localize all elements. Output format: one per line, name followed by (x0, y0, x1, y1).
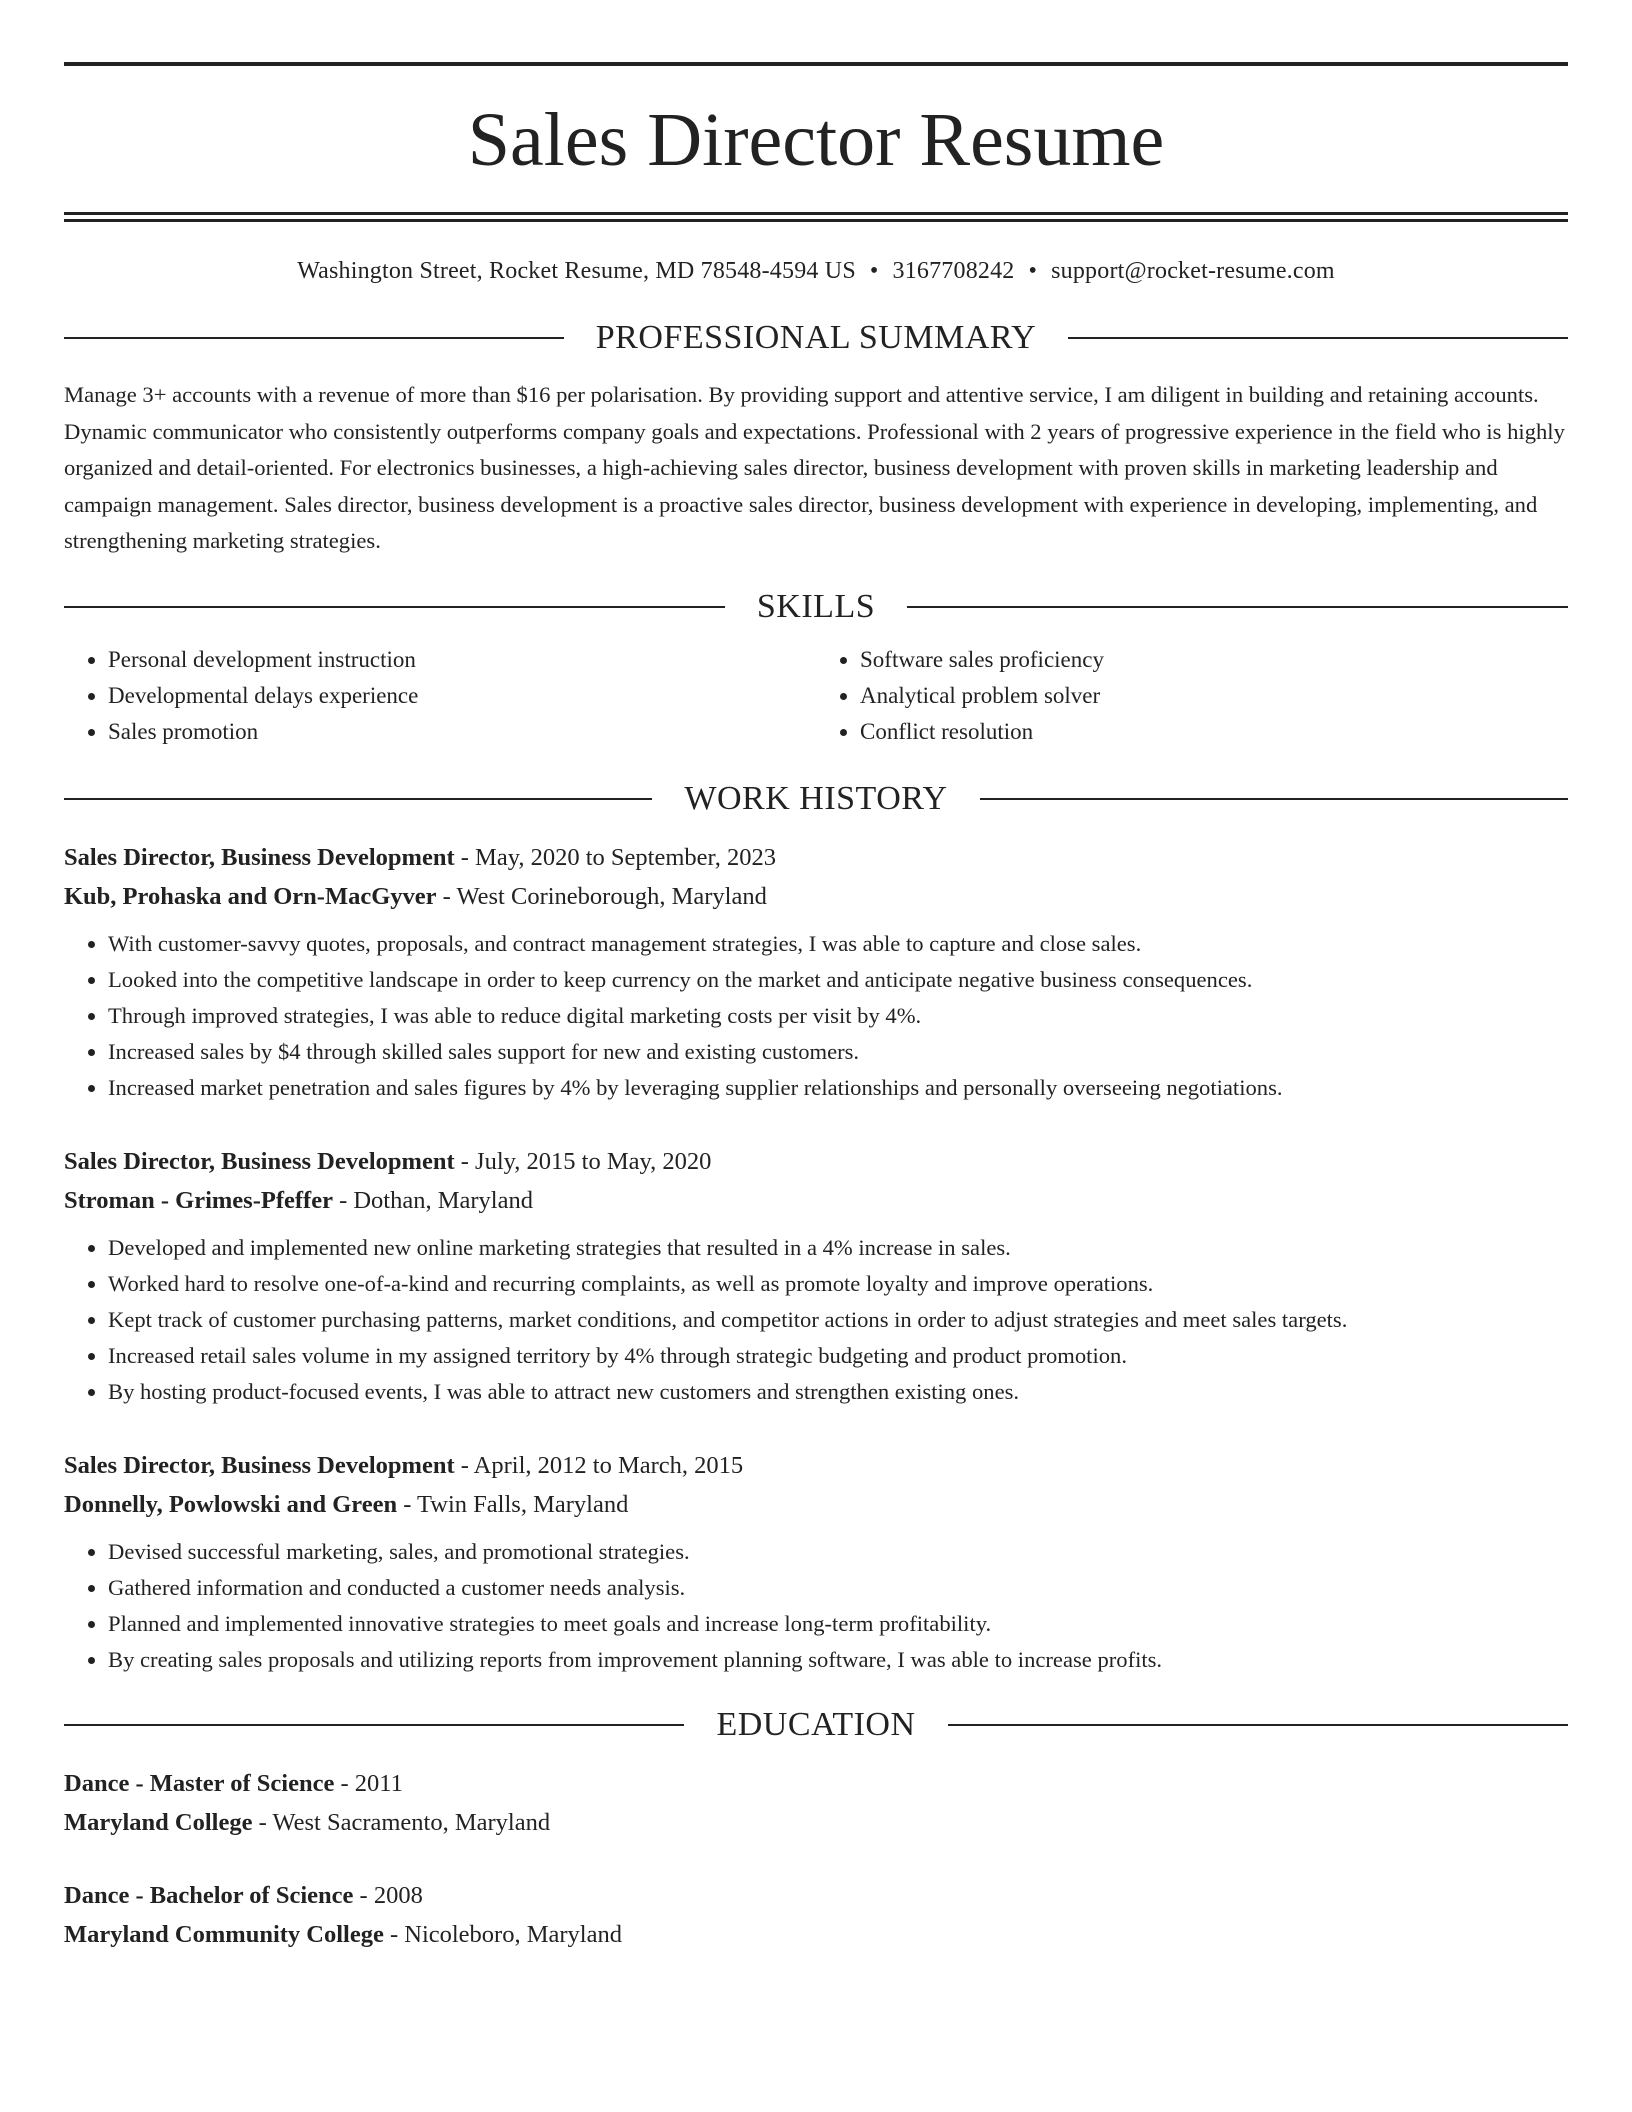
degree: Dance - Bachelor of Science (64, 1881, 354, 1909)
degree-line (64, 1876, 1568, 1915)
skill-item: • Conflict resolution (860, 714, 1568, 750)
job-dates: - July, 2015 to May, 2020 (454, 1147, 712, 1175)
divider-line (64, 337, 564, 339)
skills-list (64, 642, 1568, 750)
job-entry (64, 838, 1568, 1106)
job-duties (64, 1534, 1568, 1678)
job-title: Sales Director, Business Development (64, 843, 455, 871)
job-location: - Twin Falls, Maryland (397, 1490, 629, 1518)
divider-line (980, 798, 1568, 800)
duty-item: • Planned and implemented innovative strategies to meet goals and increase long-term profitability. (108, 1606, 1568, 1642)
job-company: Kub, Prohaska and Orn-MacGyver (64, 882, 437, 910)
school-location: - Nicoleboro, Maryland (383, 1920, 622, 1948)
divider-line (64, 1724, 684, 1726)
skill-item: • Software sales proficiency (860, 642, 1568, 678)
degree-year: - 2011 (334, 1769, 403, 1797)
title-double-rule (64, 212, 1568, 222)
school-line (64, 1803, 1568, 1842)
section-header-skills (64, 587, 1568, 625)
duty-item: • By hosting product-focused events, I was able to attract new customers and strengthen existing ones. (108, 1374, 1568, 1410)
job-company: Stroman - Grimes-Pfeffer (64, 1186, 333, 1214)
job-title-line (64, 1446, 1568, 1485)
divider-line (948, 1724, 1568, 1726)
education-entry (64, 1876, 1568, 1954)
school: Maryland College (64, 1808, 253, 1836)
section-header-education (64, 1705, 1568, 1743)
section-header-summary (64, 321, 1568, 355)
skills-column-right (816, 642, 1568, 750)
contact-address: Washington Street, Rocket Resume, MD 78548-4594 US (297, 258, 856, 284)
job-duties (64, 926, 1568, 1106)
job-duties (64, 1230, 1568, 1410)
duty-item: • Through improved strategies, I was able to reduce digital marketing costs per visit by 4%. (108, 998, 1568, 1034)
contact-separator: • (1028, 258, 1038, 284)
degree-year: - 2008 (353, 1881, 423, 1909)
job-company-line (64, 1181, 1568, 1220)
job-location: - West Corineborough, Maryland (436, 882, 767, 910)
contact-email: support@rocket-resume.com (1051, 258, 1335, 284)
job-company: Donnelly, Powlowski and Green (64, 1490, 398, 1518)
skill-item: • Sales promotion (108, 714, 816, 750)
skill-item: • Developmental delays experience (108, 678, 816, 714)
job-title-line (64, 1142, 1568, 1181)
job-dates: - April, 2012 to March, 2015 (454, 1451, 744, 1479)
duty-item: • By creating sales proposals and utilizing reports from improvement planning software, I was able to increase profits. (108, 1642, 1568, 1678)
duty-item: • Devised successful marketing, sales, and promotional strategies. (108, 1534, 1568, 1570)
duty-item: • Looked into the competitive landscape in order to keep currency on the market and anticipate negative business consequences. (108, 962, 1568, 998)
page-title: Sales Director Resume (467, 98, 1165, 182)
summary-paragraph: Manage 3+ accounts with a revenue of more than $16 per polarisation. By providing support and attentive service, I am diligent in building and retaining accounts. Dynamic communicator who consistently outperforms company goals and expectations. Professional with 2 years of progressive experience in the field who is highly organized and detail-oriented. For electronics businesses, a high-achieving sales director, business development with proven skills in marketing leadership and campaign management. Sales director, business development is a proactive sales director, business development with experience in developing, implementing, and strengthening marketing strategies. (64, 382, 1565, 553)
degree: Dance - Master of Science (64, 1769, 335, 1797)
contact-line (64, 258, 1568, 285)
job-company-line (64, 877, 1568, 916)
section-title-summary: PROFESSIONAL SUMMARY (595, 319, 1037, 356)
section-title-skills: SKILLS (756, 587, 876, 625)
school: Maryland Community College (64, 1920, 384, 1948)
duty-item: • Increased market penetration and sales figures by 4% by leveraging supplier relationships and personally overseeing negotiations. (108, 1070, 1568, 1106)
job-entry (64, 1446, 1568, 1678)
duty-item: • Worked hard to resolve one-of-a-kind and recurring complaints, as well as promote loyalty and improve operations. (108, 1266, 1568, 1302)
education-entry (64, 1764, 1568, 1842)
job-location: - Dothan, Maryland (332, 1186, 533, 1214)
duty-item: • Developed and implemented new online marketing strategies that resulted in a 4% increase in sales. (108, 1230, 1568, 1266)
contact-phone: 3167708242 (892, 258, 1015, 284)
divider-line (1068, 337, 1568, 339)
duty-item: • With customer-savvy quotes, proposals, and contract management strategies, I was able to capture and close sales. (108, 926, 1568, 962)
job-entry (64, 1142, 1568, 1410)
duty-item: • Increased sales by $4 through skilled sales support for new and existing customers. (108, 1034, 1568, 1070)
job-dates: - May, 2020 to September, 2023 (454, 843, 776, 871)
duty-item: • Kept track of customer purchasing patterns, market conditions, and competitor actions in order to adjust strategies and meet sales targets. (108, 1302, 1568, 1338)
school-location: - West Sacramento, Maryland (252, 1808, 551, 1836)
skill-item: • Personal development instruction (108, 642, 816, 678)
section-header-work (64, 779, 1568, 817)
school-line (64, 1915, 1568, 1954)
contact-separator: • (869, 258, 879, 284)
section-title-education: EDUCATION (716, 1705, 916, 1743)
divider-line (64, 606, 725, 608)
job-title: Sales Director, Business Development (64, 1451, 455, 1479)
section-title-work: WORK HISTORY (684, 779, 948, 817)
divider-line (64, 798, 652, 800)
job-company-line (64, 1485, 1568, 1524)
duty-item: • Gathered information and conducted a customer needs analysis. (108, 1570, 1568, 1606)
duty-item: • Increased retail sales volume in my assigned territory by 4% through strategic budgeting and product promotion. (108, 1338, 1568, 1374)
job-title: Sales Director, Business Development (64, 1147, 455, 1175)
degree-line (64, 1764, 1568, 1803)
job-title-line (64, 838, 1568, 877)
skills-column-left (64, 642, 816, 750)
divider-line (907, 606, 1568, 608)
skill-item: • Analytical problem solver (860, 678, 1568, 714)
